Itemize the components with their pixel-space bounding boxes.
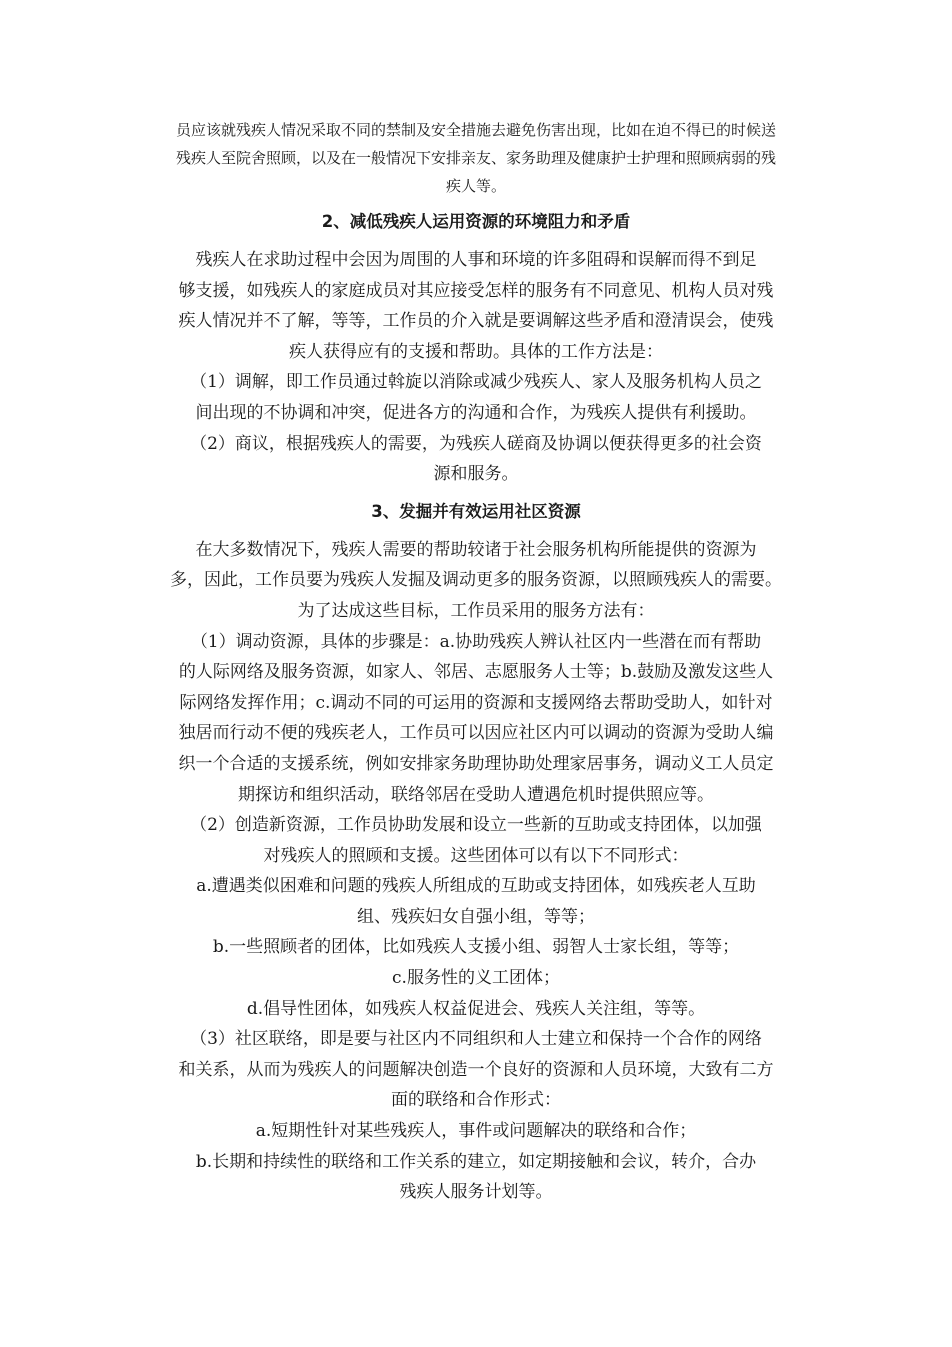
section-3-line: 为了达成这些目标，工作员采用的服务方法有： (297, 600, 655, 621)
section-3-line: b.一些照顾者的团体，比如残疾人支援小组、弱智人士家长组，等等； (212, 937, 740, 958)
intro-line: 员应该就残疾人情况采取不同的禁制及安全措施去避免伤害出现，比如在迫不得已的时候送 (175, 121, 776, 139)
section-2-heading: 2、减低残疾人运用资源的环境阻力和矛盾 (321, 212, 631, 231)
section-2-line: 够支援，如残疾人的家庭成员对其应接受怎样的服务有不同意见、机构人员对残 (178, 280, 774, 301)
section-3-line: d.倡导性团体，如残疾人权益促进会、残疾人关注组，等等。 (246, 998, 706, 1019)
section-3-line: （3）社区联络，即是要与社区内不同组织和人士建立和保持一个合作的网络 (190, 1029, 762, 1050)
section-2-line: （1）调解，即工作员通过斡旋以消除或减少残疾人、家人及服务机构人员之 (190, 372, 762, 393)
section-2-line: 疾人获得应有的支援和帮助。具体的工作方法是： (289, 341, 663, 362)
section-3-line: （1）调动资源，具体的步骤是：a.协助残疾人辨认社区内一些潜在而有帮助 (190, 631, 762, 652)
intro-line: 疾人等。 (445, 177, 506, 195)
section-3-heading: 3、发掘并有效运用社区资源 (371, 501, 581, 521)
section-3-line: 对残疾人的照顾和支援。这些团体可以有以下不同形式： (263, 845, 689, 866)
section-2-line: 残疾人在求助过程中会因为周围的人事和环境的许多阻碍和误解而得不到足 (195, 250, 757, 270)
section-3-line: 期探访和组织活动，联络邻居在受助人遭遇危机时提供照应等。 (238, 784, 714, 805)
section-2-line: 源和服务。 (433, 464, 519, 485)
section-3-body (138, 535, 814, 1208)
document-page (138, 116, 814, 1208)
section-3-line: 残疾人服务计划等。 (399, 1182, 553, 1203)
section-3-line: 独居而行动不便的残疾老人，工作员可以因应社区内可以调动的资源为受助人编 (178, 723, 774, 744)
section-3-line: 和关系，从而为残疾人的问题解决创造一个良好的资源和人员环境，大致有二方 (178, 1059, 774, 1080)
section-2-line: （2）商议，根据残疾人的需要，为残疾人磋商及协调以便获得更多的社会资 (190, 433, 762, 454)
intro-paragraph (138, 116, 814, 200)
section-3-line: 织一个合适的支援系统，例如安排家务助理协助处理家居事务，调动义工人员定 (178, 753, 774, 774)
section-3-line: 多，因此，工作员要为残疾人发掘及调动更多的服务资源，以照顾残疾人的需要。 (170, 570, 782, 591)
section-3-line: c.服务性的义工团体； (392, 968, 560, 989)
section-2-line: 间出现的不协调和冲突，促进各方的沟通和合作，为残疾人提供有利援助。 (195, 402, 757, 423)
section-3-line: 的人际网络及服务资源，如家人、邻居、志愿服务人士等；b.鼓励及激发这些人 (178, 662, 774, 683)
section-3-line: 组、残疾妇女自强小组，等等； (357, 906, 595, 927)
intro-line: 残疾人至院舍照顾，以及在一般情况下安排亲友、家务助理及健康护士护理和照顾病弱的残 (175, 149, 776, 167)
section-3-line: 面的联络和合作形式： (391, 1090, 561, 1111)
section-3-line: 际网络发挥作用；c.调动不同的可运用的资源和支援网络去帮助受助人，如针对 (179, 692, 773, 713)
section-2-body (138, 245, 814, 490)
section-2-line: 疾人情况并不了解，等等，工作员的介入就是要调解这些矛盾和澄清误会，使残 (178, 311, 774, 332)
section-3-line: a.短期性针对某些残疾人，事件或问题解决的联络和合作； (255, 1121, 697, 1142)
section-3-line: b.长期和持续性的联络和工作关系的建立，如定期接触和会议，转介，合办 (195, 1151, 757, 1172)
section-3-line: 在大多数情况下，残疾人需要的帮助较诸于社会服务机构所能提供的资源为 (195, 539, 757, 560)
section-3-line: a.遭遇类似困难和问题的残疾人所组成的互助或支持团体，如残疾老人互助 (196, 876, 756, 897)
section-3-line: （2）创造新资源，工作员协助发展和设立一些新的互助或支持团体，以加强 (190, 815, 762, 836)
